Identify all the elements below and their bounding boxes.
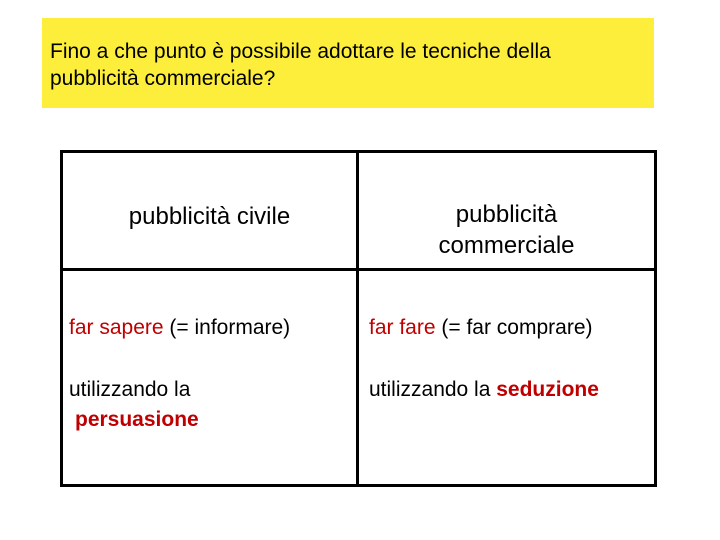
commercial-method: [369, 375, 648, 405]
civil-purpose-emphasis: far sapere: [69, 316, 164, 339]
commercial-method-emphasis: seduzione: [496, 378, 599, 401]
cell-civil-description: [62, 270, 358, 486]
table-header-row: [62, 152, 656, 270]
header-civil-label: pubblicità civile: [128, 203, 291, 230]
civil-purpose: [69, 313, 350, 343]
header-commercial-label-line-1: pubblicità: [455, 201, 558, 228]
commercial-purpose: [369, 313, 648, 343]
civil-method-emphasis: persuasione: [75, 408, 199, 431]
header-commercial-advertising: [358, 152, 656, 270]
comparison-table: [60, 150, 657, 487]
table-body-row: [62, 270, 656, 486]
civil-method-line-1: utilizzando la: [69, 378, 191, 401]
commercial-purpose-emphasis: far fare: [369, 316, 436, 339]
civil-method-line-2: [69, 405, 350, 435]
header-commercial-label-line-2: commerciale: [438, 232, 575, 259]
question-line-1: Fino a che punto è possibile adottare le tecniche della: [50, 40, 551, 63]
cell-commercial-description: [358, 270, 656, 486]
civil-purpose-rest: (= informare): [163, 316, 291, 339]
commercial-method-prefix: utilizzando la: [369, 378, 497, 401]
question-line-2: pubblicità commerciale?: [50, 67, 276, 90]
question-box: [42, 18, 654, 108]
header-civil-advertising: [62, 152, 358, 270]
commercial-purpose-rest: (= far comprare): [435, 316, 593, 339]
